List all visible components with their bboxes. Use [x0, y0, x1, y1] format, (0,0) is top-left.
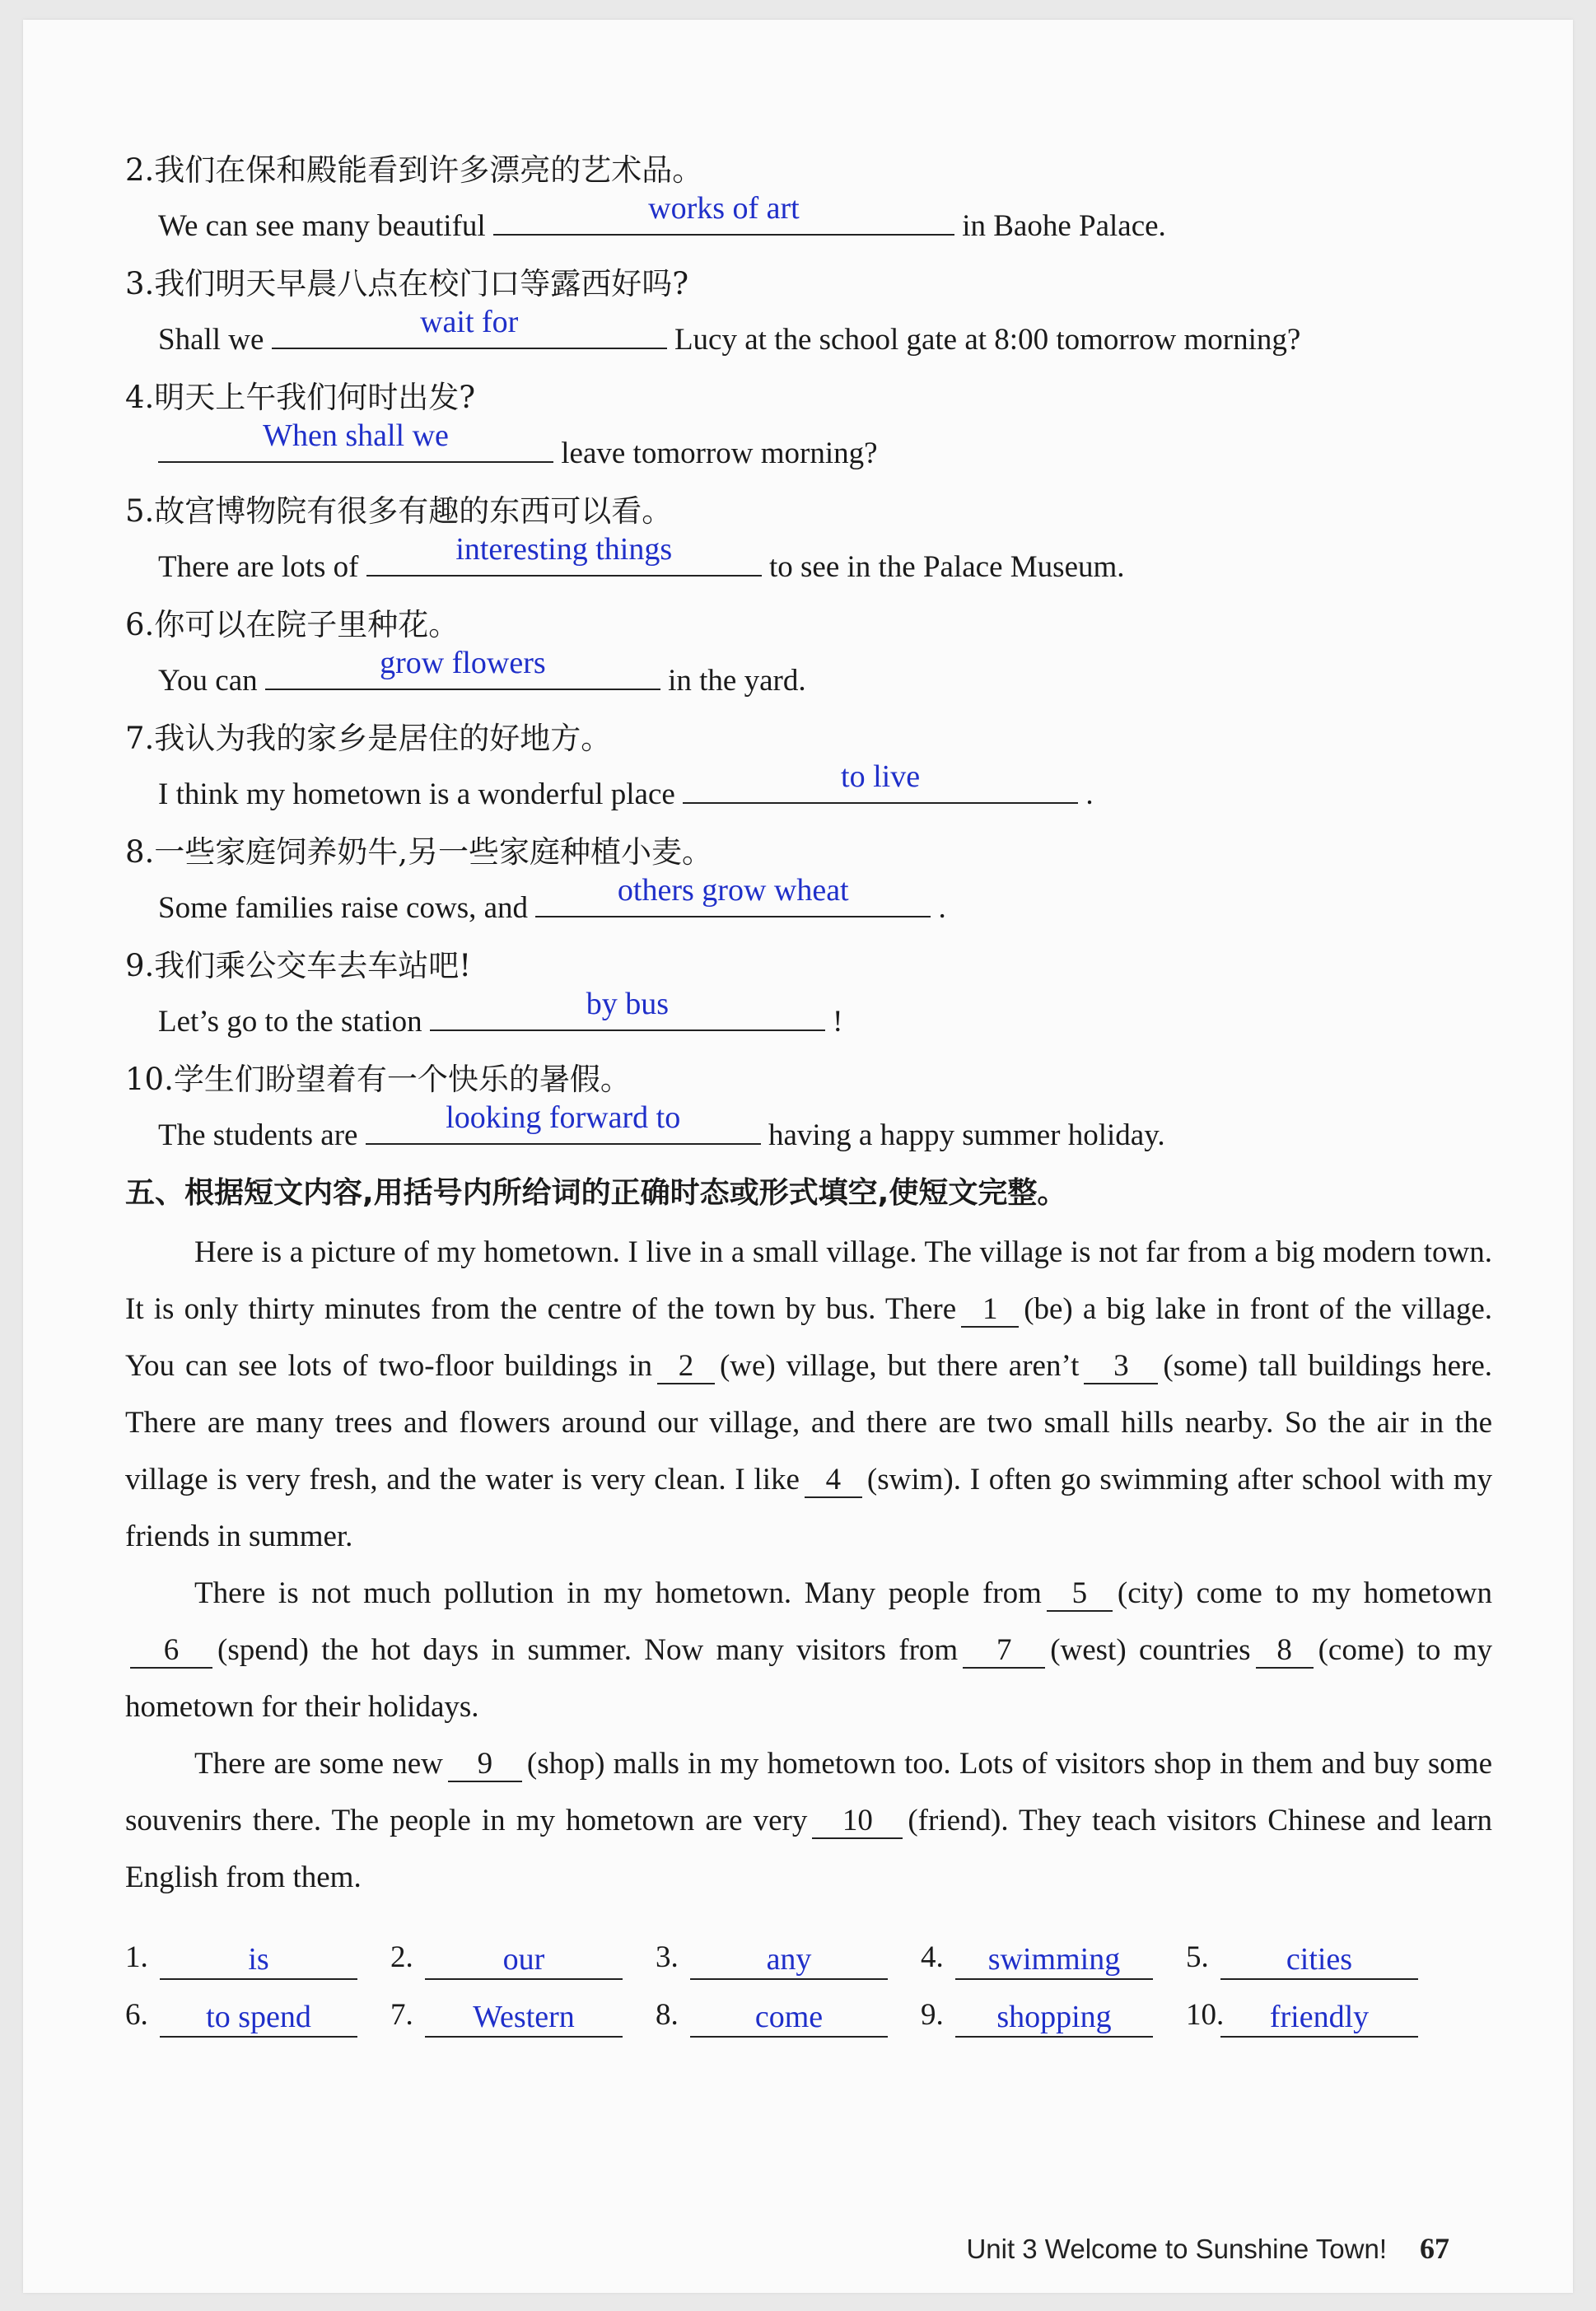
handwritten-answer: interesting things — [455, 532, 673, 567]
answer-cell — [656, 1935, 921, 1975]
passage-paragraph-3 — [125, 1735, 1492, 1906]
answer-number: 2. — [390, 1940, 413, 1974]
answer-blank[interactable] — [265, 646, 660, 690]
question-english — [125, 987, 1492, 1053]
answer-blank[interactable] — [535, 873, 931, 917]
answer-number: 5. — [1186, 1940, 1209, 1974]
answer-blank[interactable]: friendly — [1220, 1998, 1418, 2038]
passage-text: (come) to my hometown for their holidays. — [125, 1633, 1493, 1724]
sentence-suffix: leave tomorrow morning? — [561, 437, 878, 470]
passage-text: There is not much pollution in my hometown. Many people from — [194, 1576, 1042, 1610]
passage-text: Here is a picture of my hometown. I live in a small village. The village is not far from a big modern town. It is only thirty minutes from the centre of the town by bus. There — [125, 1235, 1492, 1326]
handwritten-answer: When shall we — [263, 418, 449, 453]
sentence-suffix: in the yard. — [668, 664, 806, 698]
answer-row — [125, 1975, 1492, 2033]
passage-text: (some) tall buildings here. There are many trees and flowers around our village, and there are two small hills nearby. So the air in the village is very fresh, and the water is very clean. I like — [125, 1349, 1492, 1496]
gap-10: 10 — [812, 1804, 903, 1839]
sentence-prefix: We can see many beautiful — [158, 209, 486, 243]
answer-blank[interactable]: our — [425, 1940, 623, 1980]
answer-cell — [390, 1935, 656, 1975]
answer-number: 6. — [125, 1998, 148, 2032]
question-english — [125, 418, 1492, 484]
answer-blank[interactable] — [158, 418, 553, 463]
passage-paragraph-2 — [125, 1565, 1492, 1735]
translation-items — [125, 143, 1492, 1166]
sentence-suffix: ! — [833, 1005, 843, 1039]
answer-cell — [125, 1993, 390, 2033]
answer-blank[interactable] — [366, 1100, 761, 1145]
handwritten-answer: looking forward to — [446, 1100, 681, 1135]
sentence-prefix: There are lots of — [158, 550, 359, 584]
sentence-prefix: Some families raise cows, and — [158, 891, 529, 925]
gap-1: 1 — [961, 1293, 1019, 1328]
gap-2: 2 — [657, 1350, 715, 1384]
question-chinese: 9.我们乘公交车去车站吧! — [125, 948, 472, 983]
answer-cell — [656, 1993, 921, 2033]
answer-blank[interactable]: swimming — [955, 1940, 1153, 1980]
answer-blank[interactable]: Western — [425, 1998, 623, 2038]
passage-text: There are some new — [194, 1747, 443, 1781]
answer-number: 4. — [921, 1940, 944, 1974]
answer-blank[interactable] — [430, 987, 825, 1031]
sentence-prefix: You can — [158, 664, 258, 698]
sentence-prefix: Let’s go to the station — [158, 1005, 422, 1039]
page-number: 67 — [1420, 2232, 1449, 2265]
sentence-prefix: Shall we — [158, 323, 264, 357]
question-chinese: 7.我认为我的家乡是居住的好地方。 — [125, 721, 612, 756]
passage-text: (we) village, but there aren’t — [719, 1349, 1080, 1383]
handwritten-answer: others grow wheat — [617, 873, 849, 908]
sentence-suffix: having a happy summer holiday. — [768, 1118, 1165, 1152]
answer-grid — [125, 1917, 1492, 2033]
question-chinese: 3.我们明天早晨八点在校门口等露西好吗? — [125, 266, 689, 301]
answer-blank[interactable] — [683, 759, 1078, 804]
passage-text: (city) come to my hometown — [1117, 1576, 1492, 1610]
section-five-title: 五、根据短文内容,用括号内所给词的正确时态或形式填空,使短文完整。 — [125, 1176, 1067, 1210]
gap-8: 8 — [1256, 1634, 1314, 1669]
answer-blank[interactable]: cities — [1220, 1940, 1418, 1980]
answer-blank[interactable]: is — [160, 1940, 357, 1980]
answer-cell — [1186, 1993, 1451, 2033]
passage-text: (shop) malls in my hometown too. Lots of visitors shop in them and buy some souvenirs there. The people in my hometown are very — [125, 1747, 1492, 1837]
handwritten-answer: wait for — [420, 305, 519, 339]
sentence-suffix: . — [1085, 777, 1094, 811]
page-content — [125, 143, 1492, 2033]
handwritten-answer: to live — [841, 759, 921, 794]
passage-text: (be) a big lake in front of the village. You can see lots of two-floor buildings in — [125, 1292, 1492, 1383]
handwritten-answer: by bus — [586, 987, 670, 1021]
answer-blank[interactable]: any — [690, 1940, 888, 1980]
sentence-suffix: to see in the Palace Museum. — [768, 550, 1125, 584]
handwritten-answer: grow flowers — [380, 646, 546, 680]
answer-cell — [1186, 1935, 1451, 1975]
answer-cell — [390, 1993, 656, 2033]
question-chinese: 6.你可以在院子里种花。 — [125, 607, 460, 642]
answer-cell — [921, 1935, 1186, 1975]
question-english — [125, 532, 1492, 598]
question-english — [125, 759, 1492, 825]
passage-text: (spend) the hot days in summer. Now many visitors from — [217, 1633, 959, 1667]
answer-blank[interactable] — [493, 191, 954, 236]
sentence-suffix: in Baohe Palace. — [962, 209, 1166, 243]
answer-blank[interactable]: shopping — [955, 1998, 1153, 2038]
question-chinese: 5.故宫博物院有很多有趣的东西可以看。 — [125, 493, 673, 529]
question-english — [125, 191, 1492, 257]
answer-blank[interactable]: to spend — [160, 1998, 357, 2038]
answer-number: 7. — [390, 1998, 413, 2032]
answer-blank[interactable]: come — [690, 1998, 888, 2038]
sentence-suffix: Lucy at the school gate at 8:00 tomorrow morning? — [674, 323, 1301, 357]
handwritten-answer: works of art — [648, 191, 800, 226]
gap-6: 6 — [130, 1634, 212, 1669]
gap-5: 5 — [1047, 1577, 1113, 1612]
passage-text: (west) countries — [1050, 1633, 1251, 1667]
answer-number: 1. — [125, 1940, 148, 1974]
question-chinese: 8.一些家庭饲养奶牛,另一些家庭种植小麦。 — [125, 834, 713, 870]
question-chinese: 10.学生们盼望着有一个快乐的暑假。 — [125, 1062, 631, 1097]
page-footer — [966, 2231, 1449, 2266]
question-english — [125, 1100, 1492, 1166]
gap-9: 9 — [448, 1748, 522, 1782]
workbook-page — [23, 20, 1573, 2293]
answer-number: 8. — [656, 1998, 679, 2032]
question-chinese: 4.明天上午我们何时出发? — [125, 380, 476, 415]
question-english — [125, 305, 1492, 371]
answer-blank[interactable] — [366, 532, 762, 577]
gap-3: 3 — [1084, 1350, 1158, 1384]
answer-row — [125, 1917, 1492, 1975]
sentence-suffix: . — [938, 891, 946, 925]
question-chinese: 2.我们在保和殿能看到许多漂亮的艺术品。 — [125, 152, 703, 188]
passage-paragraph-1 — [125, 1224, 1492, 1565]
answer-blank[interactable] — [272, 305, 667, 349]
answer-cell — [921, 1993, 1186, 2033]
sentence-prefix: The students are — [158, 1118, 358, 1152]
unit-title: Unit 3 Welcome to Sunshine Town! — [966, 2234, 1387, 2264]
sentence-prefix: I think my hometown is a wonderful place — [158, 777, 675, 811]
gap-7: 7 — [963, 1634, 1045, 1669]
passage-text: (swim). I often go swimming after school with my friends in summer. — [125, 1463, 1492, 1553]
question-english — [125, 873, 1492, 939]
answer-number: 9. — [921, 1998, 944, 2032]
passage-text: (friend). They teach visitors Chinese and learn English from them. — [125, 1804, 1493, 1894]
answer-number: 10. — [1186, 1998, 1225, 2032]
answer-cell — [125, 1935, 390, 1975]
question-english — [125, 646, 1492, 712]
answer-number: 3. — [656, 1940, 679, 1974]
gap-4: 4 — [805, 1464, 862, 1498]
